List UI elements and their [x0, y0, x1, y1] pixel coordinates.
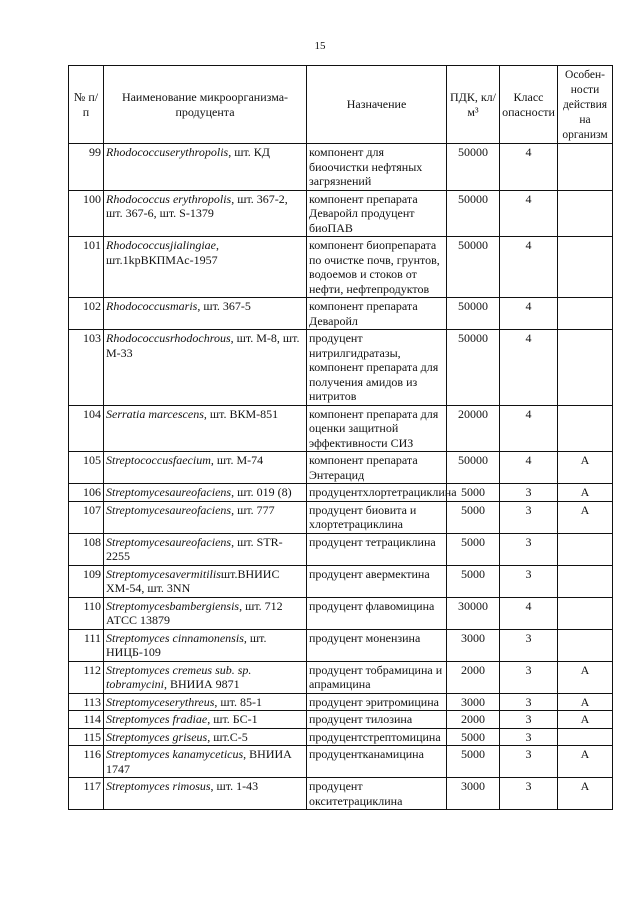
row-name [104, 746, 307, 778]
row-pdk: 30000 [447, 597, 500, 629]
strain-name: , шт. ВКМ-851 [203, 406, 279, 421]
row-number: 99 [69, 144, 104, 191]
row-number: 117 [69, 778, 104, 810]
species-name: Streptomycesaureofaciens [106, 485, 232, 499]
row-name [104, 533, 307, 565]
row-name [104, 711, 307, 729]
row-note: А [558, 746, 613, 778]
row-name [104, 778, 307, 810]
row-name [104, 597, 307, 629]
strain-name: шт.ВНИИС ХМ-54, шт. 3NN [106, 566, 280, 595]
row-note [558, 298, 613, 330]
row-pdk: 3000 [447, 629, 500, 661]
header-note-text: Особен-ности действия на организм [562, 69, 608, 141]
row-purpose: компонент препарата Деваройл [307, 298, 447, 330]
row-name [104, 661, 307, 693]
table-row [69, 693, 613, 711]
row-class: 3 [500, 533, 558, 565]
row-pdk: 50000 [447, 237, 500, 298]
row-pdk: 5000 [447, 533, 500, 565]
row-class: 3 [500, 629, 558, 661]
table-row [69, 330, 613, 406]
row-class: 4 [500, 452, 558, 484]
table-row [69, 533, 613, 565]
strain-name: , шт. 367-5 [197, 299, 251, 313]
species-name: Rhodococcusrhodochrous [106, 331, 231, 345]
table-row [69, 711, 613, 729]
row-purpose: продуцентстрептомицина [307, 728, 447, 746]
row-name [104, 190, 307, 237]
row-number: 106 [69, 484, 104, 502]
row-number: 116 [69, 746, 104, 778]
strain-name: , ВНИИА 9871 [164, 677, 240, 691]
row-pdk: 3000 [447, 778, 500, 810]
row-purpose: продуцент эритромицина [307, 693, 447, 711]
row-number: 104 [69, 405, 104, 452]
row-note [558, 144, 613, 191]
row-number: 114 [69, 711, 104, 729]
row-class: 3 [500, 661, 558, 693]
table-row [69, 501, 613, 533]
strain-name: , шт.С-5 [207, 729, 248, 744]
row-name [104, 693, 307, 711]
species-name: Streptomycesaureofaciens [106, 534, 232, 549]
row-class: 3 [500, 565, 558, 597]
row-name [104, 452, 307, 484]
row-note: А [558, 661, 613, 693]
row-purpose: компонент препарата для оценки защитной эффективности СИЗ [307, 405, 447, 452]
strain-name: , шт. 712 АТСС 13879 [106, 598, 283, 627]
row-note [558, 565, 613, 597]
row-pdk: 50000 [447, 330, 500, 406]
table-row [69, 661, 613, 693]
row-note: А [558, 778, 613, 810]
row-note: А [558, 711, 613, 729]
row-note: А [558, 501, 613, 533]
row-note: А [558, 452, 613, 484]
row-number: 109 [69, 565, 104, 597]
row-purpose: продуцентканамицина [307, 746, 447, 778]
row-purpose: компонент биопрепарата по очистке почв, грунтов, водоемов и стоков от нефти, нефтепродуктов [307, 237, 447, 298]
page-number: 15 [314, 40, 326, 52]
row-name [104, 405, 307, 452]
row-pdk: 5000 [447, 728, 500, 746]
table-header-row [69, 66, 613, 144]
strain-name: , шт. М-74 [210, 453, 264, 467]
table-row [69, 405, 613, 452]
row-class: 3 [500, 711, 558, 729]
row-purpose: продуцент флавомицина [307, 597, 447, 629]
row-purpose: продуцент тилозина [307, 711, 447, 729]
row-class: 3 [500, 746, 558, 778]
row-name [104, 330, 307, 406]
row-name [104, 501, 307, 533]
row-note [558, 405, 613, 452]
row-purpose: продуцентхлортетрациклина [307, 484, 447, 502]
species-name: Streptomycesavermitilis [106, 566, 221, 581]
row-note [558, 629, 613, 661]
row-name [104, 629, 307, 661]
species-name: Rhodococcusjialingiae [106, 238, 216, 252]
row-pdk: 2000 [447, 711, 500, 729]
row-name [104, 298, 307, 330]
row-class: 3 [500, 778, 558, 810]
row-note [558, 728, 613, 746]
microorganism-table [68, 65, 613, 810]
row-note [558, 597, 613, 629]
header-name: Наименование микроорганизма-продуцента [104, 66, 307, 144]
row-purpose: продуцент тетрациклина [307, 533, 447, 565]
header-num: № п/п [69, 66, 104, 144]
row-class: 4 [500, 237, 558, 298]
row-class: 3 [500, 501, 558, 533]
row-note [558, 237, 613, 298]
row-class: 4 [500, 298, 558, 330]
species-name: Streptomycesaureofaciens [106, 502, 232, 517]
strain-name: , шт. 1-43 [210, 779, 259, 793]
species-name: Rhodococcus erythropolis [106, 191, 232, 206]
species-name: Streptomyces griseus [106, 729, 208, 744]
row-name [104, 484, 307, 502]
table-row [69, 298, 613, 330]
table-row [69, 484, 613, 502]
row-pdk: 50000 [447, 452, 500, 484]
row-number: 103 [69, 330, 104, 406]
strain-name: , шт. 019 (8) [231, 485, 292, 499]
row-pdk: 5000 [447, 484, 500, 502]
row-number: 113 [69, 693, 104, 711]
row-pdk: 5000 [447, 501, 500, 533]
strain-name: , шт. М-8, шт. М-33 [106, 331, 300, 360]
row-class: 3 [500, 484, 558, 502]
row-purpose: компонент препарата Энтерацид [307, 452, 447, 484]
row-name [104, 144, 307, 191]
row-number: 100 [69, 190, 104, 237]
header-note [558, 66, 613, 144]
row-class: 4 [500, 190, 558, 237]
species-name: Streptomyces rimosus [106, 779, 211, 793]
row-number: 112 [69, 661, 104, 693]
row-class: 3 [500, 728, 558, 746]
row-pdk: 50000 [447, 144, 500, 191]
row-pdk: 50000 [447, 298, 500, 330]
row-pdk: 20000 [447, 405, 500, 452]
row-class: 4 [500, 597, 558, 629]
table-row [69, 452, 613, 484]
species-name: Rhodococcuserythropolis [106, 145, 229, 159]
table-row [69, 144, 613, 191]
row-name [104, 565, 307, 597]
row-note [558, 190, 613, 237]
row-purpose: продуцент окситетрациклина [307, 778, 447, 810]
row-pdk: 5000 [447, 746, 500, 778]
row-name [104, 728, 307, 746]
table-row [69, 565, 613, 597]
row-purpose: продуцент биовита и хлортетрациклина [307, 501, 447, 533]
strain-name: , шт. 777 [231, 502, 275, 517]
row-pdk: 3000 [447, 693, 500, 711]
row-class: 4 [500, 144, 558, 191]
row-number: 115 [69, 728, 104, 746]
row-purpose: продуцент монензина [307, 629, 447, 661]
strain-name: , шт. 367-2, шт. 367-6, шт. S-1379 [106, 191, 288, 220]
species-name: Streptomyces cremeus sub. sp. tobramycini [106, 662, 252, 691]
row-number: 105 [69, 452, 104, 484]
row-number: 102 [69, 298, 104, 330]
row-number: 107 [69, 501, 104, 533]
table-row [69, 778, 613, 810]
strain-name: , шт. КД [228, 145, 270, 159]
row-number: 108 [69, 533, 104, 565]
species-name: Streptomycesbambergiensis [106, 598, 240, 613]
species-name: Serratia marcescens [106, 406, 204, 421]
strain-name: , шт.1kpВКПМАс-1957 [106, 238, 219, 267]
row-pdk: 2000 [447, 661, 500, 693]
table-row [69, 237, 613, 298]
row-note [558, 330, 613, 406]
row-class: 3 [500, 693, 558, 711]
table-row [69, 746, 613, 778]
row-name [104, 237, 307, 298]
row-purpose: продуцент авермектина [307, 565, 447, 597]
table-row [69, 190, 613, 237]
species-name: Streptomyces kanamyceticus [106, 747, 244, 761]
header-purpose: Назначение [307, 66, 447, 144]
strain-name: , ВНИИА 1747 [106, 747, 292, 776]
header-pdk: ПДК, кл/м³ [447, 66, 500, 144]
row-note [558, 533, 613, 565]
row-number: 101 [69, 237, 104, 298]
species-name: Streptomyces fradiae [106, 712, 208, 726]
row-pdk: 50000 [447, 190, 500, 237]
species-name: Streptomyces cinnamonensis [106, 630, 244, 645]
row-number: 110 [69, 597, 104, 629]
strain-name: , шт. БС-1 [207, 712, 258, 726]
strain-name: , шт. 85-1 [214, 694, 262, 709]
row-purpose: компонент препарата Деваройл продуцент биоПАВ [307, 190, 447, 237]
species-name: Rhodococcusmaris [106, 299, 198, 313]
table-row [69, 728, 613, 746]
row-purpose: продуцент нитрилгидратазы, компонент препарата для получения амидов из нитритов [307, 330, 447, 406]
row-note: А [558, 484, 613, 502]
row-pdk: 5000 [447, 565, 500, 597]
row-purpose: компонент для биоочистки нефтяных загрязнений [307, 144, 447, 191]
species-name: Streptococcusfaecium [106, 453, 211, 467]
row-purpose: продуцент тобрамицина и апрамицина [307, 661, 447, 693]
header-class: Класс опасности [500, 66, 558, 144]
row-class: 4 [500, 405, 558, 452]
row-class: 4 [500, 330, 558, 406]
species-name: Streptomyceserythreus [106, 694, 215, 709]
row-note: А [558, 693, 613, 711]
table-row [69, 629, 613, 661]
table-row [69, 597, 613, 629]
strain-name: , шт. НИЦБ-109 [106, 630, 267, 659]
strain-name: , шт. STR-2255 [106, 534, 283, 563]
row-number: 111 [69, 629, 104, 661]
